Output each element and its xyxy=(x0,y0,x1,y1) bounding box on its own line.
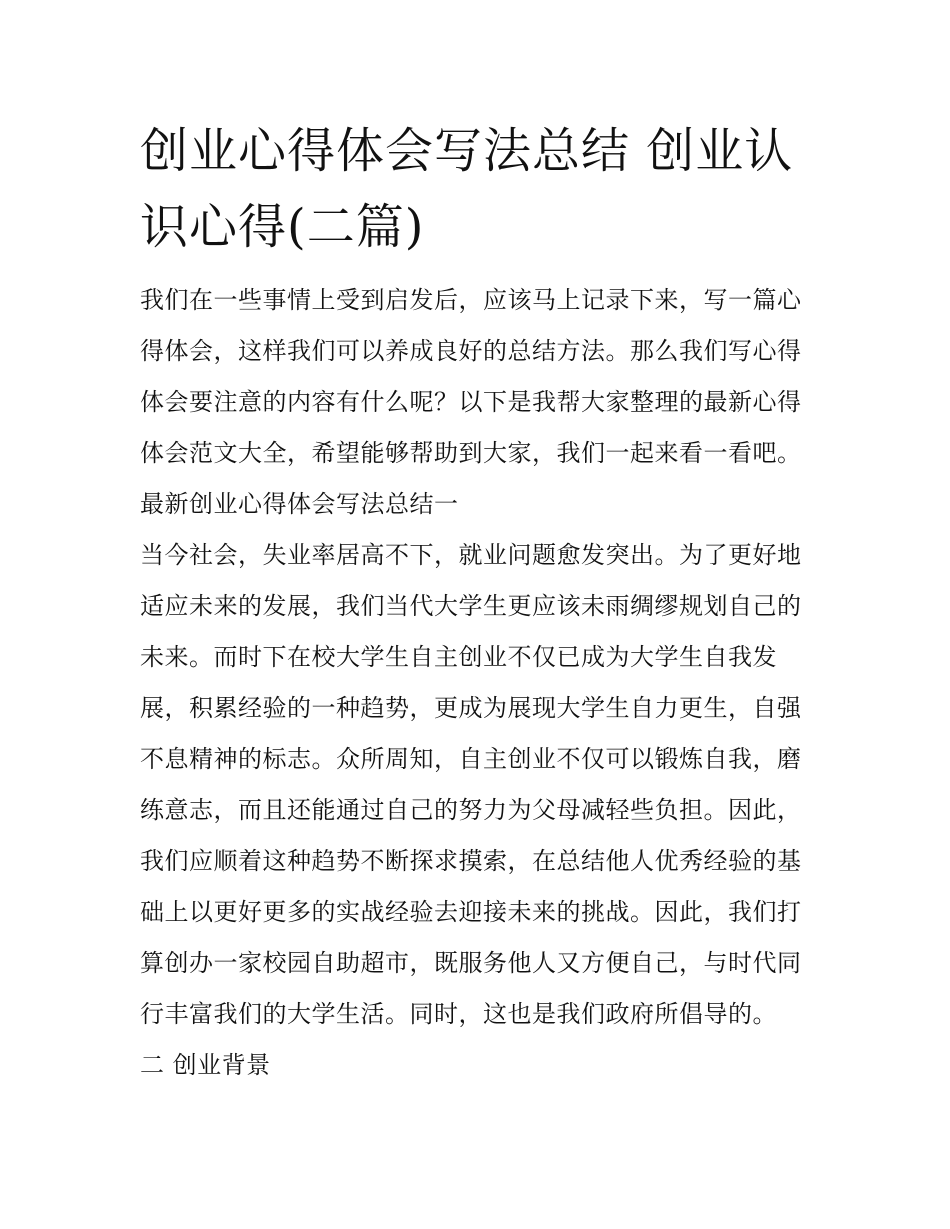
title-line: 创业心得体会写法总结 创业认 xyxy=(140,123,794,179)
section-heading-text: 二 创业背景 xyxy=(140,1051,271,1079)
text-line: 不息精神的标志。众所周知，自主创业不仅可以锻炼自我，磨 xyxy=(140,745,802,773)
section-heading xyxy=(140,1040,815,1091)
text-line: 练意志，而且还能通过自己的努力为父母减轻些负担。因此， xyxy=(140,796,802,824)
text-line: 得体会，这样我们可以养成良好的总结方法。那么我们写心得 xyxy=(140,337,802,365)
text-line: 展，积累经验的一种趋势，更成为展现大学生自力更生，自强 xyxy=(140,694,802,722)
text-line: 体会要注意的内容有什么呢？以下是我帮大家整理的最新心得 xyxy=(140,388,802,416)
text-line: 当今社会，失业率居高不下，就业问题愈发突出。为了更好地 xyxy=(140,541,802,569)
text-line: 算创办一家校园自助超市，既服务他人又方便自己，与时代同 xyxy=(140,949,802,977)
document-page xyxy=(140,113,815,1091)
text-line: 行丰富我们的大学生活。同时，这也是我们政府所倡导的。 xyxy=(140,1000,777,1028)
text-line: 我们应顺着这种趋势不断探求摸索，在总结他人优秀经验的基 xyxy=(140,847,802,875)
title-line: 识心得(二篇) xyxy=(140,199,425,255)
section-heading xyxy=(140,479,815,530)
section-heading-text: 最新创业心得体会写法总结一 xyxy=(140,490,459,518)
intro-paragraph xyxy=(140,275,815,479)
text-line: 体会范文大全，希望能够帮助到大家，我们一起来看一看吧。 xyxy=(140,439,802,467)
text-line: 未来。而时下在校大学生自主创业不仅已成为大学生自我发 xyxy=(140,643,777,671)
text-line: 我们在一些事情上受到启发后，应该马上记录下来，写一篇心 xyxy=(140,286,802,314)
text-line: 础上以更好更多的实战经验去迎接未来的挑战。因此，我们打 xyxy=(140,898,802,926)
body-paragraph xyxy=(140,530,815,1040)
text-line: 适应未来的发展，我们当代大学生更应该未雨绸缪规划自己的 xyxy=(140,592,802,620)
document-title xyxy=(140,113,815,265)
